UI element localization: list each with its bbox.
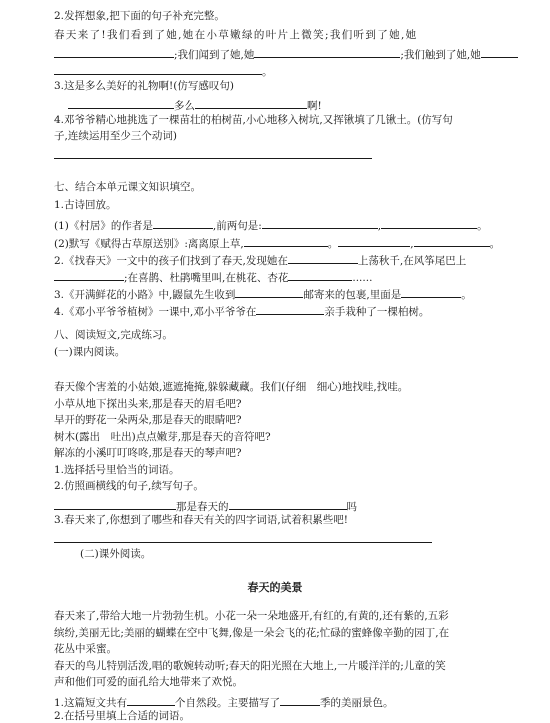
blank[interactable] [338,234,410,247]
blank[interactable] [481,45,518,58]
section7-heading: 七、结合本单元课文知识填空。 [54,181,201,193]
item4-end: 。 [461,289,472,301]
item4-b: 邮寄来的包裹,里面是 [303,289,402,301]
section7-item3-line1 [54,251,518,268]
blank[interactable] [54,62,262,75]
item3-c: ;在喜鹊、杜鹃嘴里叫,在桃花、杏花 [124,272,289,284]
blank[interactable] [195,96,307,109]
item1-b: ,前两句是: [212,220,262,232]
aq1-a: 1.这篇短文共有 [54,697,128,709]
blank[interactable] [54,268,124,281]
q4-answer-line[interactable] [54,158,372,159]
section7-item3-line2 [54,268,518,285]
item1-end: 。 [477,220,488,232]
blank[interactable] [288,268,352,281]
section7-item1: (1)《村居》的作者是 ,前两句是: , 。 [54,216,518,233]
blank[interactable] [127,693,175,706]
reading1-p5: 解冻的小溪叮叮咚咚,那是春天的琴声吧? [54,447,242,459]
blank[interactable] [54,497,176,510]
item2-end: 。 [489,238,501,250]
q2-heading: 2.发挥想象,把下面的句子补充完整。 [54,10,225,22]
blank[interactable] [414,234,490,247]
article-q1 [54,693,518,710]
q4-line2: 子,连续运用至少三个动词) [54,130,177,142]
section8-heading: 八、阅读短文,完成练习。 [54,329,173,341]
item4-a: 3.《开满鲜花的小路》中,鼹鼠先生收到 [54,289,236,301]
blank[interactable] [229,497,347,510]
item5-a: 4.《邓小平爷爷植树》一课中,邓小平爷爷在 [54,306,257,318]
blank[interactable] [235,285,303,298]
blank[interactable] [244,234,328,247]
q2-line1: 春天来了!我们看到了她,她在小草嫩绿的叶片上微笑;我们听到了她,她 [54,29,418,41]
reading1-q3-answer-line[interactable] [54,542,432,543]
article-line4: 春天的鸟儿特别活泼,唱的歌婉转动听;春天的阳光照在大地上,一片暖洋洋的;儿童的笑 [54,660,446,672]
blank[interactable] [288,251,358,264]
article-line1: 春天来了,带给大地一片勃勃生机。小花一朵一朵地盛开,有红的,有黄的,还有紫的,五彩 [54,610,449,622]
blank[interactable] [256,302,324,315]
q4-line1: 4.邓爷爷精心地挑选了一棵苗壮的柏树苗,小心地移入树坑,又挥锹填了几锹土。(仿写句 [54,114,453,126]
aq1-b: 个自然段。主要描写了 [175,697,281,709]
blank[interactable] [54,45,174,58]
reading1-q3: 3.春天来了,你想到了哪些和春天有关的四字词语,试着积累些吧! [54,514,348,526]
reading1-p4: 树木(露出 吐出)点点嫩芽,那是春天的音符吧? [54,431,271,443]
item2: (2)默写《赋得古草原送别》:离离原上草, [54,238,244,250]
blank[interactable] [401,285,461,298]
item5-b: 亲手栽种了一棵柏树。 [324,306,430,318]
item3-d: ...... [352,272,373,284]
section8-part1: (一)课内阅读。 [54,346,126,358]
aq1-c: 季的美丽景色。 [320,697,394,709]
section7-item4 [54,285,518,302]
article-q2: 2.在括号里填上合适的词语。 [54,710,191,722]
item3-a: 2.《找春天》一文中的孩子们找到了春天,发现她在 [54,255,288,267]
q3-mid: 多么 [174,100,195,112]
q3-answer-line [54,96,518,113]
reading1-p2: 小草从地下探出头来,那是春天的眉毛吧? [54,398,242,410]
reading1-q2-answer [54,497,518,514]
blank[interactable] [153,216,213,229]
q2-line3-end: 。 [262,66,273,78]
q2-line2 [54,45,518,62]
q2-mid: 那是春天的 [176,501,229,513]
reading1-p1: 春天像个害羞的小姑娘,遮遮掩掩,躲躲藏藏。我们(仔细 细心)地找哇,找哇。 [54,381,409,393]
item1-a: (1)《村居》的作者是 [54,220,153,232]
blank[interactable] [280,693,320,706]
blank[interactable] [381,216,477,229]
article-line5: 声和他们可爱的面孔给大地带来了欢悦。 [54,676,243,688]
item3-b: 上荡秋千,在风筝尾巴上 [357,255,467,267]
section7-sub1: 1.古诗回放。 [54,199,117,211]
blank[interactable] [262,216,378,229]
q2-end: 吗 [346,501,357,513]
q2-line2-a: ;我们闻到了她,她 [174,49,255,61]
section7-item5 [54,302,518,319]
reading1-p3: 早开的野花一朵两朵,那是春天的眼睛吧? [54,414,242,426]
q3-end: 啊! [307,100,322,112]
section7-item2: (2)默写《赋得古草原送别》:离离原上草, 。 , 。 [54,234,518,251]
article-title: 春天的美景 [247,581,303,594]
blank[interactable] [254,45,400,58]
q2-line3 [54,62,518,79]
reading1-q1: 1.选择括号里恰当的词语。 [54,464,180,476]
q3-heading: 3.这是多么美好的礼物啊!(仿写感叹句) [54,80,234,92]
article-line3: 花丛中采蜜。 [54,643,117,655]
article-line2: 缤纷,美丽无比;美丽的蝴蝶在空中飞舞,像是一朵会飞的花;忙碌的蜜蜂像辛勤的园丁,在 [54,627,450,639]
section8-part2: (二)课外阅读。 [80,548,152,560]
reading1-q2: 2.仿照画横线的句子,续写句子。 [54,480,204,492]
blank[interactable] [68,96,174,109]
q2-line2-b: ;我们触到了她,她 [400,49,481,61]
